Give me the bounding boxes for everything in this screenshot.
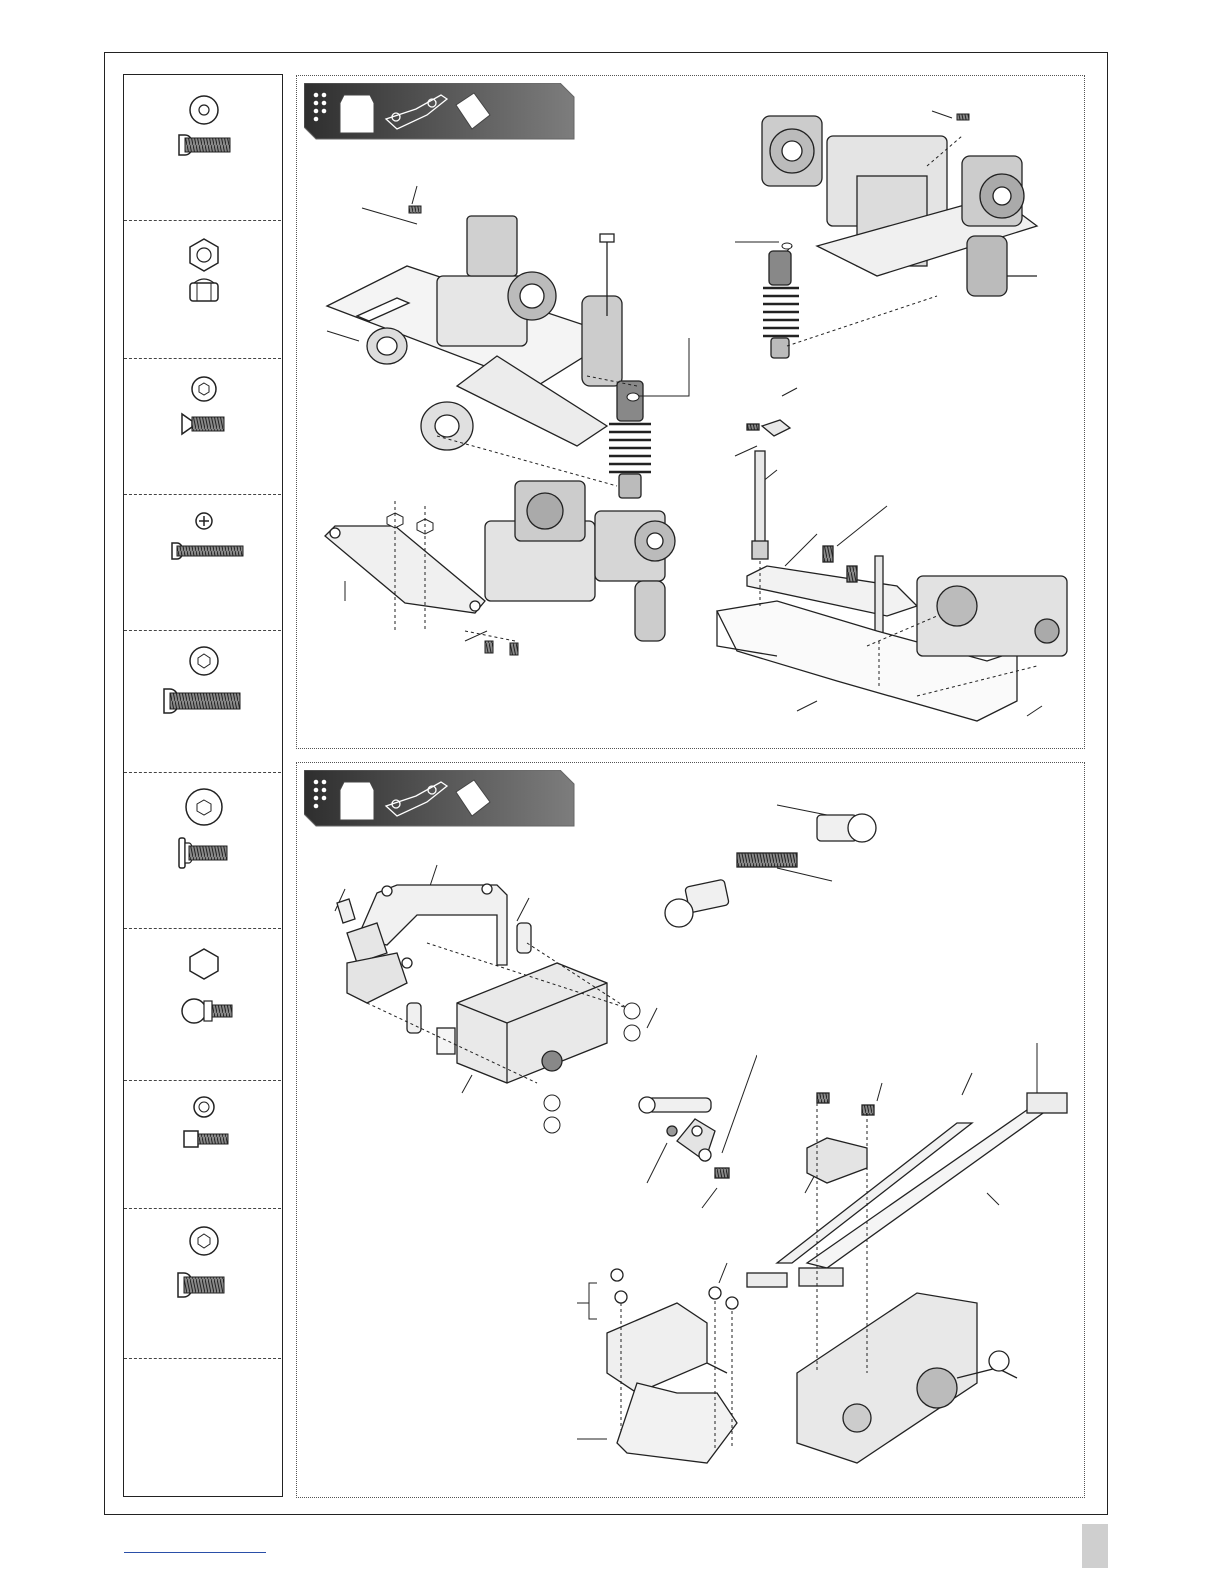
front-shock-absorber: [763, 251, 799, 358]
chassis-front-shock-drawing: [727, 96, 1077, 376]
part-cell-ball-stud: [124, 929, 281, 1081]
page-number-tab: [1082, 1524, 1108, 1568]
parts-bag-icon: [340, 95, 374, 133]
footer-link-underline[interactable]: [124, 1552, 266, 1553]
step-2-header: [304, 770, 574, 826]
phillips-tapping-screw-icon: [124, 495, 281, 631]
turnbuckle-link-drawing: [657, 793, 897, 943]
washer-and-button-head-screw-icon: [124, 75, 281, 221]
nut-and-ball-stud-icon: [124, 929, 281, 1081]
part-cell-flat-head-screw: [124, 359, 281, 495]
part-cell-empty: [124, 1359, 281, 1495]
cap-head-screw-icon: [124, 1081, 281, 1209]
part-cell-long-button-screw: [124, 631, 281, 773]
flanged-button-head-screw-icon: [124, 773, 281, 929]
servo-wiring-drawing: [737, 1043, 1082, 1493]
flat-head-screw-icon: [124, 359, 281, 495]
long-button-head-screw-icon: [124, 631, 281, 773]
part-cell-lock-nut: [124, 221, 281, 359]
nylon-lock-nut-icon: [124, 221, 281, 359]
step-panel-2: [296, 762, 1085, 1498]
servo-body: [437, 963, 607, 1083]
front-brace-assembly-drawing: [315, 461, 700, 671]
part-cell-washer-button-screw: [124, 75, 281, 221]
part-cell-short-button-screw: [124, 1209, 281, 1359]
part-cell-phillips-screw: [124, 495, 281, 631]
step-panel-1: [296, 75, 1085, 749]
part-cell-flanged-screw: [124, 773, 281, 929]
servo-mount-assembly-drawing: [307, 853, 677, 1143]
part-cell-cap-screw: [124, 1081, 281, 1209]
parts-bag-icon: [340, 782, 374, 820]
step-1-header: [304, 83, 574, 139]
bumper-post-assembly-drawing: [707, 376, 1082, 746]
short-button-head-screw-icon: [124, 1209, 281, 1359]
hardware-parts-column: [123, 74, 283, 1497]
